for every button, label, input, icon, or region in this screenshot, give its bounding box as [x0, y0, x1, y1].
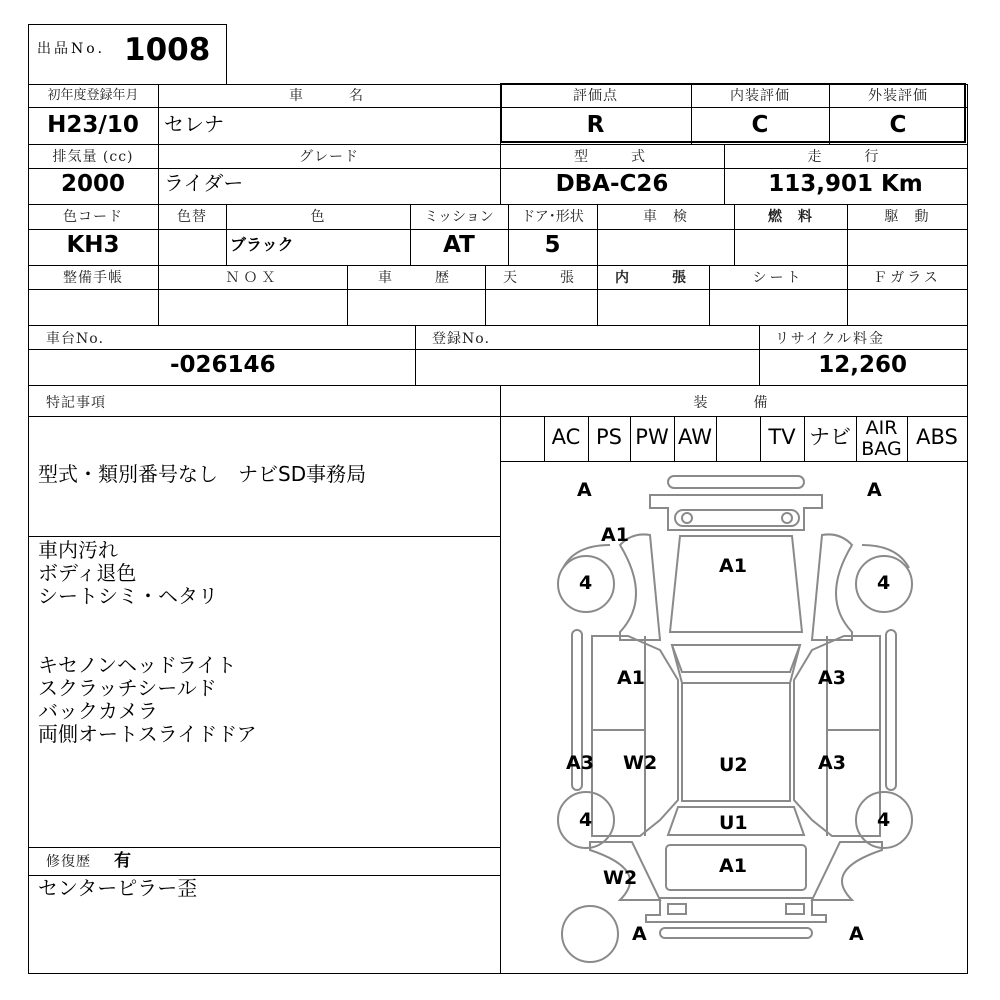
damage-bumper-front: A1: [601, 524, 629, 546]
notes-block2-item: 両側オートスライドドア: [38, 722, 257, 746]
score-label: 評価点: [573, 88, 618, 104]
equipment-item-airbag: AIR BAG: [861, 417, 902, 460]
notes-block2-item: スクラッチシールド: [38, 676, 217, 700]
transmission-value: AT: [443, 232, 475, 258]
interior-score-value: C: [751, 112, 769, 138]
damage-rear-roof: U1: [719, 812, 748, 834]
equipment-item-tv: TV: [768, 425, 796, 449]
maintenance-book-label: 整備手帳: [63, 270, 123, 286]
damage-left-rear-side: A3: [566, 752, 594, 774]
chassis-label: 車台No．: [46, 331, 114, 347]
model-label: 型 式: [574, 149, 650, 165]
seat-label: シート: [752, 270, 804, 286]
reg-no-label: 登録No．: [432, 331, 500, 347]
lot-number: 1008: [124, 32, 211, 68]
repair-value: 有: [114, 851, 131, 871]
damage-rear-left: A: [632, 923, 647, 945]
damage-tire-fr: 4: [877, 572, 891, 594]
damage-tire-fl: 4: [579, 572, 593, 594]
nox-label: ＮＯＸ: [225, 270, 280, 286]
damage-right-rear-side: A3: [818, 752, 846, 774]
notes-line1: 型式・類別番号なし ナビSD事務局: [38, 462, 367, 486]
color-code-value: KH3: [66, 232, 120, 258]
doors-label: ドア･形状: [521, 209, 584, 225]
score-value: R: [586, 112, 605, 138]
equipment-item-ps: PS: [596, 425, 622, 449]
equipment-item-pw: PW: [635, 425, 669, 449]
color-change-label: 色替: [177, 209, 207, 225]
grade-label: グレード: [299, 149, 359, 165]
damage-hood: A1: [719, 555, 747, 577]
damage-front-right: A: [867, 479, 882, 501]
color-label: 色: [310, 209, 326, 225]
damage-rear-quarter-left: W2: [603, 867, 638, 889]
equipment-label: 装 備: [693, 395, 774, 411]
drive-label: 駆 動: [884, 209, 930, 225]
car-name-value: セレナ: [164, 112, 224, 136]
damage-front-left: A: [577, 479, 592, 501]
damage-back-door: A1: [719, 855, 747, 877]
equipment-item-navi: ナビ: [809, 425, 851, 449]
displacement-label: 排気量 (cc): [52, 149, 134, 165]
model-value: DBA-C26: [555, 171, 669, 197]
grade-value: ライダー: [164, 171, 244, 195]
notes-block1-item: シートシミ・ヘタリ: [38, 584, 218, 608]
doors-value: 5: [544, 232, 561, 258]
damage-left-slide-door: W2: [623, 752, 658, 774]
registration-label: 初年度登録年月: [47, 88, 139, 103]
exterior-score-label: 外装評価: [868, 88, 928, 104]
damage-roof: U2: [719, 754, 748, 776]
equipment-item-abs: ABS: [916, 425, 958, 449]
recycle-label: リサイクル料金: [775, 331, 886, 347]
equipment-item-aw: AW: [678, 425, 712, 449]
transmission-label: ミッション: [424, 209, 494, 225]
mileage-label: 走 行: [807, 149, 884, 165]
damage-rear-right: A: [849, 923, 864, 945]
interior-score-label: 内装評価: [730, 88, 790, 104]
notes-block2-item: バックカメラ: [38, 699, 158, 723]
mileage-value: 113,901 Km: [768, 171, 923, 197]
damage-right-front-door: A3: [818, 667, 846, 689]
fuel-label: 燃 料: [768, 209, 813, 225]
equipment-item-ac: AC: [551, 425, 581, 449]
history-label: 車 歴: [378, 270, 454, 286]
notes-block2-item: キセノンヘッドライト: [38, 653, 237, 677]
color-value: ブラック: [230, 235, 294, 254]
damage-tire-rl: 4: [579, 809, 593, 831]
recycle-value: 12,260: [818, 352, 907, 378]
damage-left-front-door: A1: [617, 667, 645, 689]
damage-tire-rr: 4: [877, 809, 891, 831]
displacement-value: 2000: [60, 171, 125, 197]
registration-value: H23/10: [47, 112, 139, 138]
car-name-label: 車 名: [289, 88, 369, 104]
f-glass-label: Ｆガラス: [873, 270, 941, 286]
interior-lining-label: 内 張: [615, 270, 691, 286]
repair-detail: センターピラー歪: [38, 876, 198, 900]
color-code-label: 色コード: [63, 209, 123, 225]
exterior-score-value: C: [889, 112, 907, 138]
chassis-value: -026146: [170, 352, 276, 378]
lot-label: 出品No．: [37, 41, 115, 57]
notes-block1-item: ボディ退色: [38, 561, 137, 585]
notes-label: 特記事項: [46, 395, 106, 411]
repair-label: 修復歴: [46, 854, 91, 870]
notes-block1-item: 車内汚れ: [38, 538, 118, 562]
inspection-label: 車 検: [643, 209, 688, 225]
roof-lining-label: 天 張: [503, 270, 579, 286]
